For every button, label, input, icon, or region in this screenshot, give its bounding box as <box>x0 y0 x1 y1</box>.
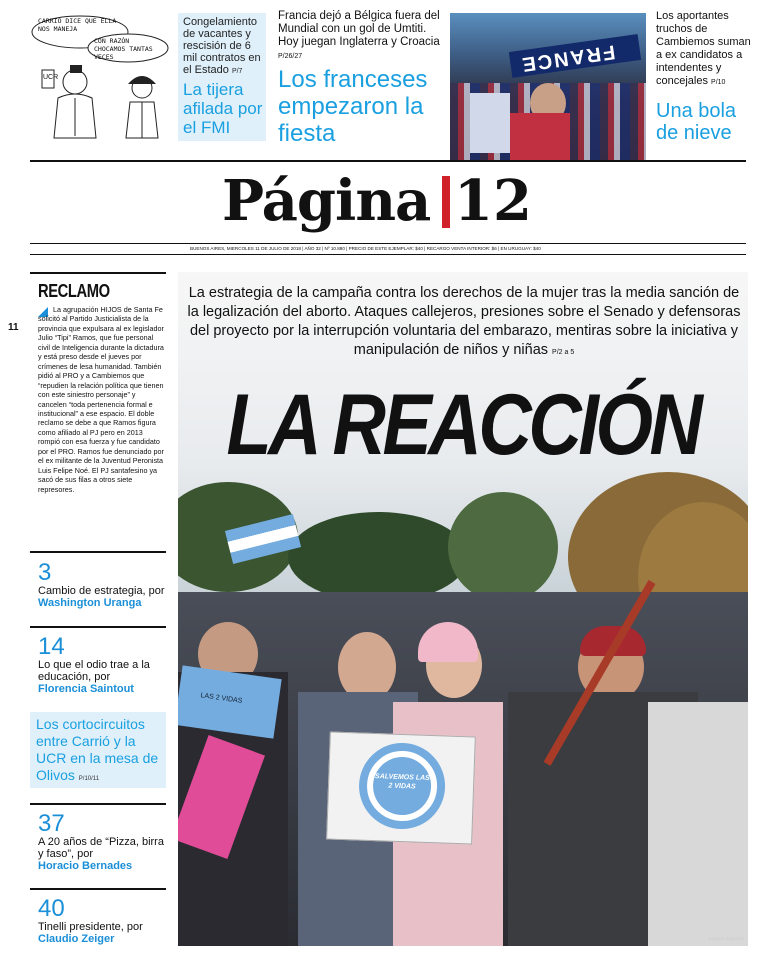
main-deck-page: P/2 a 5 <box>552 349 575 356</box>
sidebar-item-author: Horacio Bernades <box>38 860 133 872</box>
editorial-cartoon <box>30 10 170 146</box>
sidebar-item-page: 40 <box>38 895 65 922</box>
teaser-fmi[interactable] <box>178 13 266 141</box>
sidebar-rule <box>30 803 166 805</box>
sidebar-highlight-text: Los cortocircuitos entre Carrió y la UCR en la mesa de Olivos <box>36 716 159 783</box>
sidebar-rule <box>30 272 166 274</box>
sidebar-item[interactable] <box>38 635 166 695</box>
reclamo-title: RECLAMO <box>38 281 110 301</box>
masthead-rule-bottom <box>30 254 746 255</box>
sidebar-item[interactable] <box>38 561 166 609</box>
reclamo-body: La agrupación HIJOS de Santa Fe solicitó al Partido Justicialista de la provincia que expulsara al ex legislador Julio “Tipi” Ramos, que fue personal civil de Inteligencia durante la dictadura y está preso desde el jueves por crímenes de lesa humanidad. También pidió al PRO y a Cambiemos que “repudien la relación política que tienen con este siniestro personaje” y cancelen “toda pertenencia formal e institucional” a ese espacio. El doble reclamo se debe a que Ramos figura como afiliado al PJ pero en 2013 rompió con esa fuerza y fue candidato por el PRO. Ramos fue denunciado por el ex militante de la Juventud Peronista Luis Felipe Noé. El PJ santafesino ya sacó de sus filas a otros siete represores. <box>38 305 164 494</box>
teaser-fmi-headline: La tijera afilada por el FMI <box>183 80 263 137</box>
cartoon-bubble-right: CON RAZÓN CHOCAMOS TANTAS VECES <box>94 37 153 61</box>
sidebar-highlight-page: P/10/11 <box>78 776 100 782</box>
main-deck: La estrategia de la campaña contra los derechos de la mujer tras la media sanción de la legalización del aborto. Ataques callejeros, presiones sobre el Senado y defensoras del proyecto por la interrupción voluntaria del embarazo, mentiras sobre la iniciativa y manipulación de niños y niñas <box>187 285 741 358</box>
masthead-red-bar <box>442 176 450 228</box>
sidebar-item-page: 3 <box>38 559 52 586</box>
teaser-mundial-headline: Los franceses empezaron la fiesta <box>278 66 428 147</box>
masthead-logo[interactable] <box>222 166 562 242</box>
sidebar-rule <box>30 551 166 553</box>
main-headline: LA REACCIÓN <box>226 377 700 473</box>
top-rule <box>30 160 746 162</box>
edge-page-number: 11 <box>8 322 19 333</box>
teaser-aportantes[interactable] <box>656 10 756 150</box>
placard-text: SALVEMOS LAS 2 VIDAS <box>374 773 430 791</box>
teaser-aportantes-kicker: Los aportantes truchos de Cambiemos suman a ex candidatos a intendentes y concejales <box>656 10 751 87</box>
teaser-aportantes-page: P/10 <box>711 79 726 86</box>
cartoon-bubble-left: CARRIÓ DICE QUE ELLA NOS MANEJA <box>38 17 117 33</box>
mundial-photo <box>450 13 646 161</box>
flag-text: LAS 2 VIDAS <box>200 692 243 705</box>
sidebar-highlight[interactable] <box>30 712 166 788</box>
sidebar-item-text: Tinelli presidente, por <box>38 921 143 933</box>
sidebar-rule <box>30 626 166 628</box>
teaser-fmi-kicker: Congelamiento de vacantes y rescisión de 6 mil contratos en el Estado <box>183 16 261 76</box>
sidebar-item[interactable] <box>38 812 166 872</box>
sidebar-item-text: A 20 años de “Pizza, birra y faso”, por <box>38 836 164 860</box>
sidebar-item-text: Cambio de estrategia, por <box>38 585 165 597</box>
sidebar-item-page: 37 <box>38 810 65 837</box>
sidebar-item[interactable] <box>38 897 166 945</box>
sidebar-item-author: Florencia Saintout <box>38 683 134 695</box>
sidebar-item-author: Washington Uranga <box>38 597 142 609</box>
masthead-dateline: BUENOS AIRES, MIERCOLES 11 DE JULIO DE 2018 | AÑO 32 | Nº 10.880 | PRECIO DE ESTE EJEMPLAR: $40 | RECARGO VENTA INTERIOR: $6 | EN URUGUAY: $40 <box>190 246 541 251</box>
sidebar-item-text: Lo que el odio trae a la educación, por <box>38 659 150 683</box>
teaser-mundial-kicker: Francia dejó a Bélgica fuera del Mundial con un gol de Umtiti. Hoy juegan Inglaterra y Croacia <box>278 10 440 48</box>
photo-credit: Joaquín Salguero <box>708 936 745 941</box>
teaser-fmi-page: P/7 <box>231 68 243 75</box>
teaser-mundial-page: P/26/27 <box>278 53 303 60</box>
cartoon-sign: UCR <box>43 74 59 81</box>
sidebar-rule <box>30 888 166 890</box>
masthead-rule <box>30 243 746 244</box>
protest-placard <box>326 731 476 844</box>
teaser-mundial[interactable] <box>278 10 444 146</box>
main-story-area[interactable] <box>178 272 748 946</box>
teaser-aportantes-headline: Una bola de nieve <box>656 100 737 144</box>
sidebar-item-author: Claudio Zeiger <box>38 933 115 945</box>
masthead-name-left: Página <box>222 168 431 234</box>
sidebar-item-page: 14 <box>38 633 65 660</box>
masthead-name-right: 12 <box>454 168 532 234</box>
photo-banner-text: FRANCE <box>519 40 617 76</box>
